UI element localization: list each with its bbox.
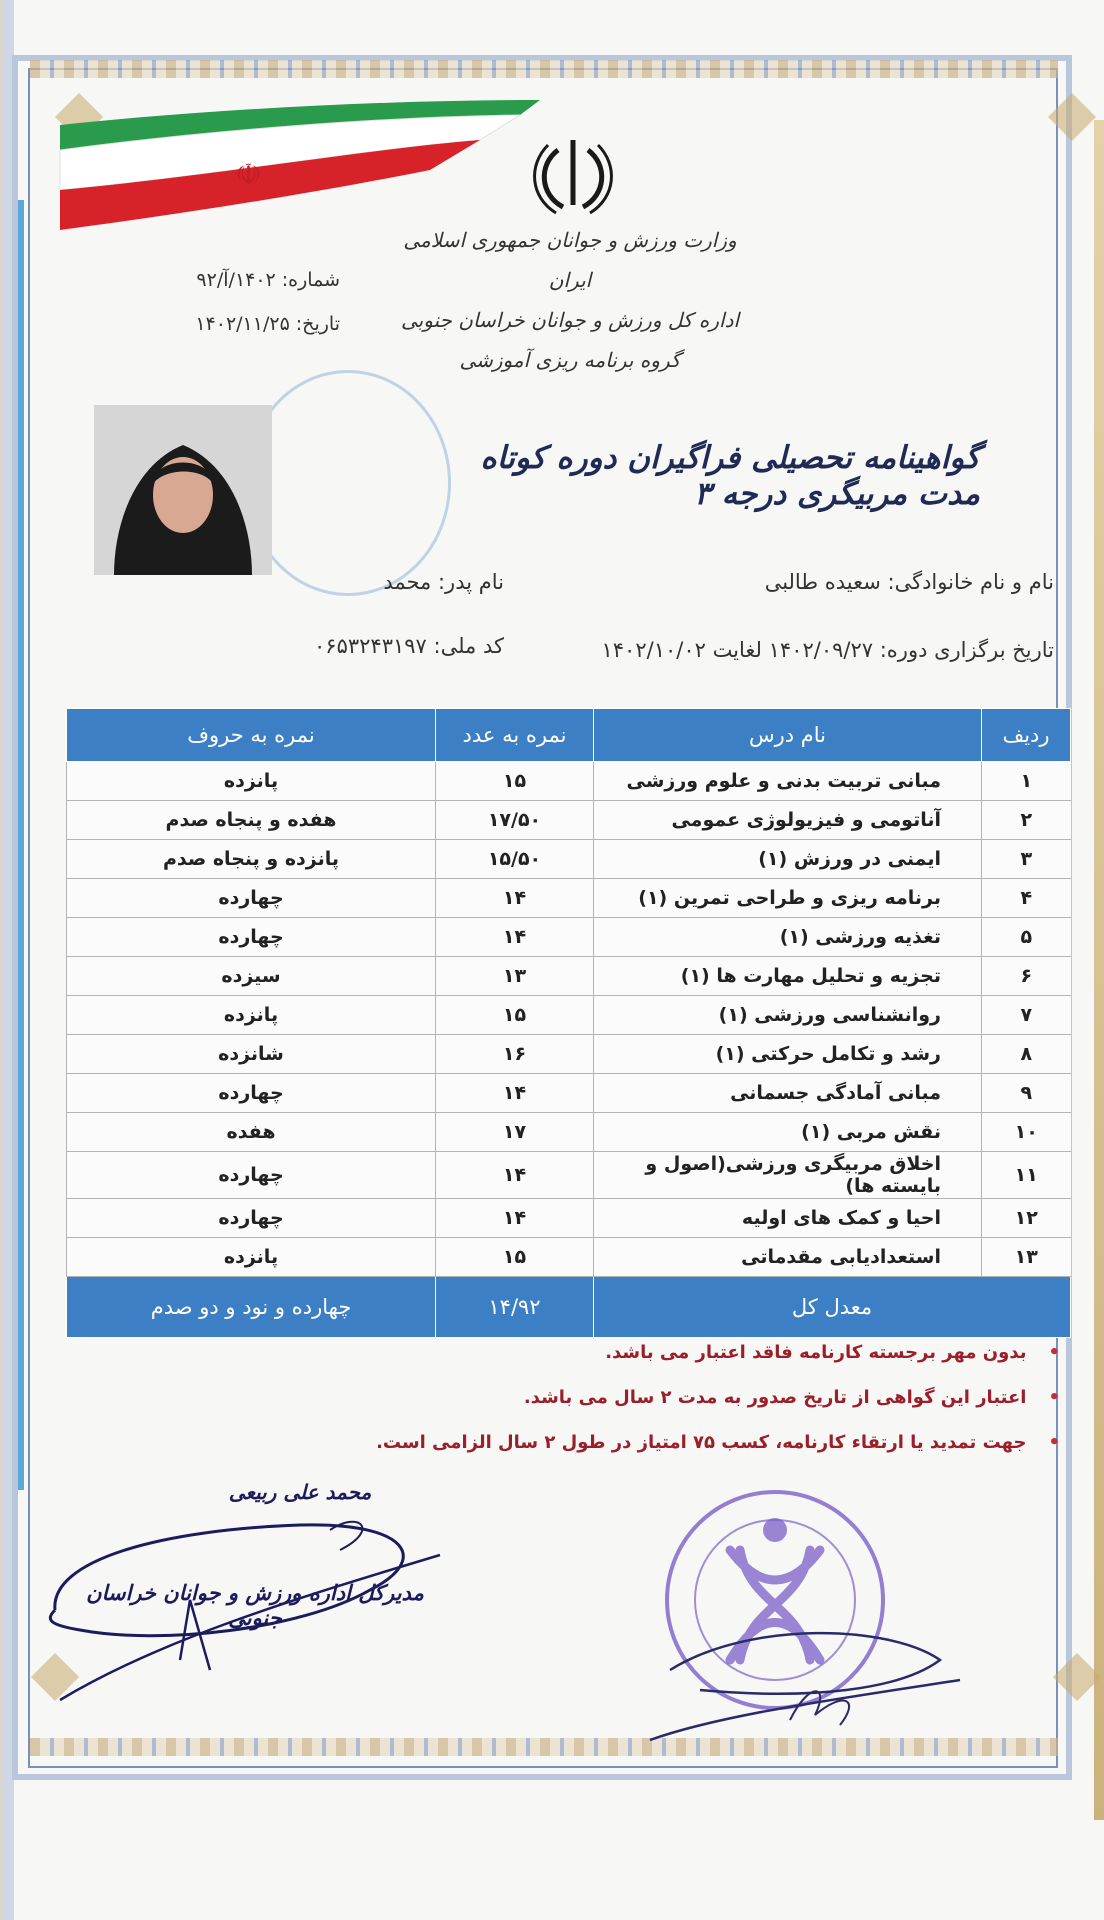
table-row — [67, 879, 1071, 918]
col-header-numeric-grade: نمره به عدد — [436, 709, 594, 762]
signatory-title: مدیرکل اداره ورزش و جوانان خراسان جنوبی — [86, 1580, 424, 1630]
numeric-grade: ۱۴ — [436, 918, 594, 957]
course-name: نقش مربی (۱) — [594, 1113, 982, 1152]
date-label: تاریخ: — [295, 313, 340, 335]
course-name: آناتومی و فیزیولوژی عمومی — [594, 801, 982, 840]
iran-emblem-icon — [528, 135, 618, 215]
numeric-grade: ۱۴ — [436, 1074, 594, 1113]
row-number: ۱ — [982, 762, 1071, 801]
course-name: ایمنی در ورزش (۱) — [594, 840, 982, 879]
grade-words: پانزده — [67, 996, 436, 1035]
course-name: احیا و کمک های اولیه — [594, 1199, 982, 1238]
grades-table — [66, 708, 1071, 1338]
grade-words: سیزده — [67, 957, 436, 996]
decorative-top-border — [30, 60, 1058, 78]
group-name: گروه برنامه ریزی آموزشی — [459, 348, 681, 372]
table-row — [67, 801, 1071, 840]
grade-words: چهارده — [67, 1152, 436, 1199]
average-row — [67, 1277, 1071, 1338]
grade-words: پانزده — [67, 762, 436, 801]
course-date-field — [602, 638, 1055, 662]
table-row — [67, 1035, 1071, 1074]
col-header-grade-words: نمره به حروف — [67, 709, 436, 762]
course-name: رشد و تکامل حرکتی (۱) — [594, 1035, 982, 1074]
numeric-grade: ۱۶ — [436, 1035, 594, 1074]
table-row — [67, 1199, 1071, 1238]
note-item: •اعتبار این گواهی از تاریخ صدور به مدت ۲ سال می باشد. — [523, 1387, 1060, 1408]
course-name: مبانی تربیت بدنی و علوم ورزشی — [594, 762, 982, 801]
row-number: ۱۲ — [982, 1199, 1071, 1238]
course-name: استعدادیابی مقدماتی — [594, 1238, 982, 1277]
note-item: •جهت تمدید یا ارتقاء کارنامه، کسب ۷۵ امتیاز در طول ۲ سال الزامی است. — [376, 1432, 1060, 1453]
row-number: ۶ — [982, 957, 1071, 996]
national-id-label: کد ملی: — [433, 634, 504, 658]
department-name: اداره کل ورزش و جوانان خراسان جنوبی — [400, 308, 740, 332]
course-name: مبانی آمادگی جسمانی — [594, 1074, 982, 1113]
grade-words: چهارده — [67, 1199, 436, 1238]
row-number: ۸ — [982, 1035, 1071, 1074]
course-name: برنامه ریزی و طراحی تمرین (۱) — [594, 879, 982, 918]
grade-words: شانزده — [67, 1035, 436, 1074]
national-id-value: ۰۶۵۳۲۴۳۱۹۷ — [314, 634, 427, 658]
father-name-field — [383, 570, 504, 594]
row-number: ۱۰ — [982, 1113, 1071, 1152]
grade-words: هفده — [67, 1113, 436, 1152]
table-row — [67, 1238, 1071, 1277]
course-date-value: ۱۴۰۲/۰۹/۲۷ لغایت ۱۴۰۲/۱۰/۰۲ — [601, 638, 874, 662]
grade-words: هفده و پنجاه صدم — [67, 801, 436, 840]
number-label: شماره: — [281, 269, 340, 291]
number-value: ۱۴۰۲/آ/۹۲ — [196, 269, 276, 291]
numeric-grade: ۱۴ — [436, 1199, 594, 1238]
numeric-grade: ۱۵ — [436, 1238, 594, 1277]
table-row — [67, 840, 1071, 879]
full-name-field — [765, 570, 1054, 594]
table-row — [67, 1074, 1071, 1113]
row-number: ۲ — [982, 801, 1071, 840]
grade-words: پانزده و پنجاه صدم — [67, 840, 436, 879]
numeric-grade: ۱۴ — [436, 1152, 594, 1199]
svg-text:☫: ☫ — [235, 158, 262, 193]
national-id-field — [314, 634, 504, 658]
row-number: ۳ — [982, 840, 1071, 879]
row-number: ۱۱ — [982, 1152, 1071, 1199]
numeric-grade: ۱۳ — [436, 957, 594, 996]
numeric-grade: ۱۵/۵۰ — [436, 840, 594, 879]
course-name: تجزیه و تحلیل مهارت ها (۱) — [594, 957, 982, 996]
note-item: •بدون مهر برجسته کارنامه فاقد اعتبار می باشد. — [605, 1342, 1060, 1363]
seal-signature-icon — [640, 1620, 970, 1760]
col-header-row-number: ردیف — [982, 709, 1071, 762]
table-row — [67, 918, 1071, 957]
full-name-label: نام و نام خانوادگی: — [887, 570, 1054, 594]
iran-flag-icon — [50, 95, 550, 235]
profile-photo — [94, 405, 272, 575]
numeric-grade: ۱۷/۵۰ — [436, 801, 594, 840]
document-meta — [140, 258, 340, 346]
bullet-icon: • — [1048, 1432, 1060, 1453]
table-header-row — [67, 709, 1071, 762]
table-row — [67, 1113, 1071, 1152]
table-row — [67, 996, 1071, 1035]
header-block — [380, 220, 760, 380]
numeric-grade: ۱۷ — [436, 1113, 594, 1152]
father-name-label: نام پدر: — [437, 570, 504, 594]
ministry-name: وزارت ورزش و جوانان جمهوری اسلامی ایران — [403, 228, 737, 292]
course-name: اخلاق مربیگری ورزشی(اصول و بایسته ها) — [594, 1152, 982, 1199]
col-header-course-name: نام درس — [594, 709, 982, 762]
row-number: ۴ — [982, 879, 1071, 918]
numeric-grade: ۱۵ — [436, 996, 594, 1035]
course-name: تغذیه ورزشی (۱) — [594, 918, 982, 957]
average-value: ۱۴/۹۲ — [436, 1277, 594, 1338]
row-number: ۷ — [982, 996, 1071, 1035]
course-name: روانشناسی ورزشی (۱) — [594, 996, 982, 1035]
notes-list — [80, 1330, 1060, 1465]
paper-edge — [1094, 120, 1104, 1820]
bullet-icon: • — [1048, 1342, 1060, 1363]
grade-words: چهارده — [67, 1074, 436, 1113]
average-words: چهارده و نود و دو صدم — [67, 1277, 436, 1338]
date-value: ۱۴۰۲/۱۱/۲۵ — [195, 313, 290, 335]
average-label: معدل کل — [594, 1277, 1071, 1338]
row-number: ۹ — [982, 1074, 1071, 1113]
bullet-icon: • — [1048, 1387, 1060, 1408]
full-name-value: سعیده طالبی — [764, 570, 881, 594]
row-number: ۵ — [982, 918, 1071, 957]
numeric-grade: ۱۴ — [436, 879, 594, 918]
father-name-value: محمد — [383, 570, 432, 594]
table-row — [67, 1152, 1071, 1199]
grade-words: چهارده — [67, 879, 436, 918]
signatory-name: محمد علی ربیعی — [228, 1480, 372, 1504]
certificate-title: گواهینامه تحصیلی فراگیران دوره کوتاه مدت مربیگری درجه ۳ — [480, 440, 980, 512]
table-row — [67, 957, 1071, 996]
course-date-label: تاریخ برگزاری دوره: — [879, 638, 1054, 662]
table-row — [67, 762, 1071, 801]
row-number: ۱۳ — [982, 1238, 1071, 1277]
grade-words: چهارده — [67, 918, 436, 957]
grade-words: پانزده — [67, 1238, 436, 1277]
numeric-grade: ۱۵ — [436, 762, 594, 801]
